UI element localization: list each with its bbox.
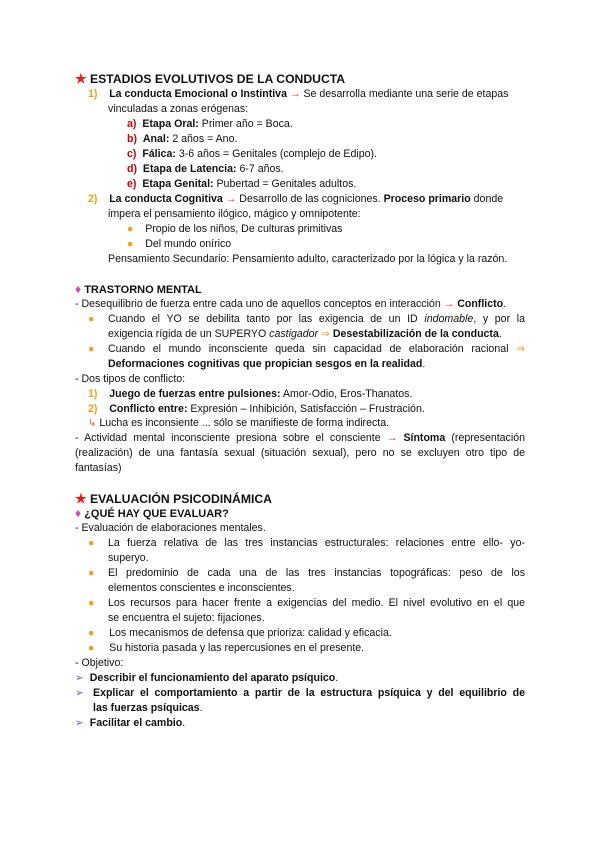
list-item: 1) Juego de fuerzas entre pulsiones: Amor-Odio, Eros-Thanatos. (88, 388, 413, 400)
stage-item: c) Fálica: 3-6 años = Genitales (complejo de Edipo). (127, 148, 377, 160)
bullet-item (88, 537, 94, 550)
objective-item (75, 687, 84, 700)
paragraph-line: Pensamiento Secundario: Pensamiento adulto, caracterizado por la lógica y la razón. (108, 253, 508, 265)
arrow-right-icon: → (225, 193, 237, 205)
bullet-item (88, 343, 94, 356)
paragraph-line: - Objetivo: (75, 657, 124, 669)
paragraph-line: fantasías) (75, 462, 122, 474)
paragraph-line: Cuando el YO se debilita tanto por las exigencia de un ID indomable, y por la (108, 313, 525, 325)
diamond-icon: ♦ (75, 506, 82, 520)
paragraph-line: exigencia rígida de un SUPERYO castigador ⇒ Desestabilización de la conducta. (108, 328, 502, 340)
implies-icon: ⇒ (318, 328, 333, 340)
bullet-item (88, 567, 94, 580)
paragraph-line: - Desequilibrio de fuerza entre cada uno de aquellos conceptos en interacción → Conflicto. (75, 298, 507, 310)
diamond-icon: ♦ (75, 282, 82, 296)
paragraph-line: vinculadas a zonas erógenas: (108, 103, 249, 115)
stage-item: b) Anal: 2 años = Ano. (127, 133, 238, 145)
star-icon: ★ (75, 71, 87, 86)
arrow-right-icon: → (443, 298, 455, 310)
bullet-icon: ● (88, 627, 95, 639)
section-heading-evaluacion: ★ EVALUACIÓN PSICODINÁMICA (75, 491, 272, 506)
stage-item: a) Etapa Oral: Primer año = Boca. (127, 118, 293, 130)
chevron-right-icon: ➢ (75, 672, 84, 684)
paragraph-line: Deformaciones cognitivas que propician sesgos en la realidad. (108, 358, 426, 370)
paragraph-line: ↳ Lucha es inconsiente ... sólo se manifieste de forma indirecta. (88, 417, 390, 429)
paragraph-line: Cuando el mundo inconsciente queda sin capacidad de elaboración racional ⇒ (108, 343, 525, 355)
paragraph-line: superyo. (108, 552, 149, 564)
bullet-icon: ● (88, 343, 95, 355)
star-icon: ★ (75, 491, 87, 506)
bullet-icon: ● (88, 313, 95, 325)
objective-item: ➢ Describir el funcionamiento del aparato psíquico. (75, 672, 339, 684)
chevron-right-icon: ➢ (75, 687, 84, 699)
chevron-right-icon: ➢ (75, 717, 84, 729)
bullet-item: ● Propio de los niños, De culturas primitivas (127, 223, 343, 235)
bullet-icon: ● (88, 567, 95, 579)
paragraph-line: - Actividad mental inconsciente presiona sobre el consciente → Síntoma (representación (75, 432, 525, 444)
bullet-item: ● Su historia pasada y las repercusiones en el presente. (88, 642, 365, 654)
bullet-icon: ● (127, 238, 134, 250)
subheading-que-evaluar: ♦ ¿QUÉ HAY QUE EVALUAR? (75, 506, 229, 520)
implies-icon: ⇒ (516, 343, 525, 355)
section-heading-estadios: ★ ESTADIOS EVOLUTIVOS DE LA CONDUCTA (75, 71, 346, 86)
paragraph-line: Los recursos para hacer frente a exigencias del medio. El nivel evolutivo en el que (108, 597, 525, 609)
stage-item: e) Etapa Genital: Pubertad = Genitales adultos. (127, 178, 357, 190)
paragraph-line: La fuerza relativa de las tres instancias estructurales: relaciones entre ello- yo- (108, 537, 525, 549)
stage-item: d) Etapa de Latencia: 6-7 años. (127, 163, 284, 175)
paragraph-line: impera el pensamiento ilógico, mágico y omnipotente: (108, 208, 361, 220)
bullet-item (88, 597, 94, 610)
bullet-icon: ● (88, 597, 95, 609)
paragraph-line: - Dos tipos de conflicto: (75, 373, 186, 385)
paragraph-line: Explicar el comportamiento a partir de la estructura psíquica y del equilibrio de (93, 687, 525, 699)
bullet-icon: ● (127, 223, 134, 235)
paragraph-line: las fuerzas psíquicas. (93, 702, 203, 714)
paragraph-line: - Evaluación de elaboraciones mentales. (75, 522, 266, 534)
return-arrow-icon: ↳ (88, 418, 97, 429)
list-item-conducta-emocional: 1) La conducta Emocional o Instintiva → Se desarrolla mediante una serie de etapas (88, 88, 509, 100)
arrow-right-icon: → (386, 432, 398, 444)
paragraph-line: El predominio de cada una de las tres instancias topográficas: peso de los (108, 567, 525, 579)
bullet-icon: ● (88, 537, 95, 549)
list-item-conducta-cognitiva: 2) La conducta Cognitiva → Desarrollo de las cogniciones. Proceso primario donde (88, 193, 504, 205)
arrow-right-icon: → (289, 88, 301, 100)
section-heading-trastorno: ♦ TRASTORNO MENTAL (75, 282, 202, 296)
list-item: 2) Conflicto entre: Expresión – Inhibición, Satisfacción – Frustración. (88, 403, 425, 415)
paragraph-line: (realización) de una fantasía sexual (situación sexual), pero no se excluyen otro tipo de (75, 447, 525, 459)
bullet-item: ● Los mecanismos de defensa que prioriza: calidad y eficacia. (88, 627, 392, 639)
objective-item: ➢ Facilitar el cambio. (75, 717, 186, 729)
bullet-icon: ● (88, 642, 95, 654)
bullet-item: ● Del mundo onírico (127, 238, 232, 250)
paragraph-line: elementos conscientes e inconscientes. (108, 582, 295, 594)
paragraph-line: se encuentra el sujeto: fijaciones. (108, 612, 265, 624)
